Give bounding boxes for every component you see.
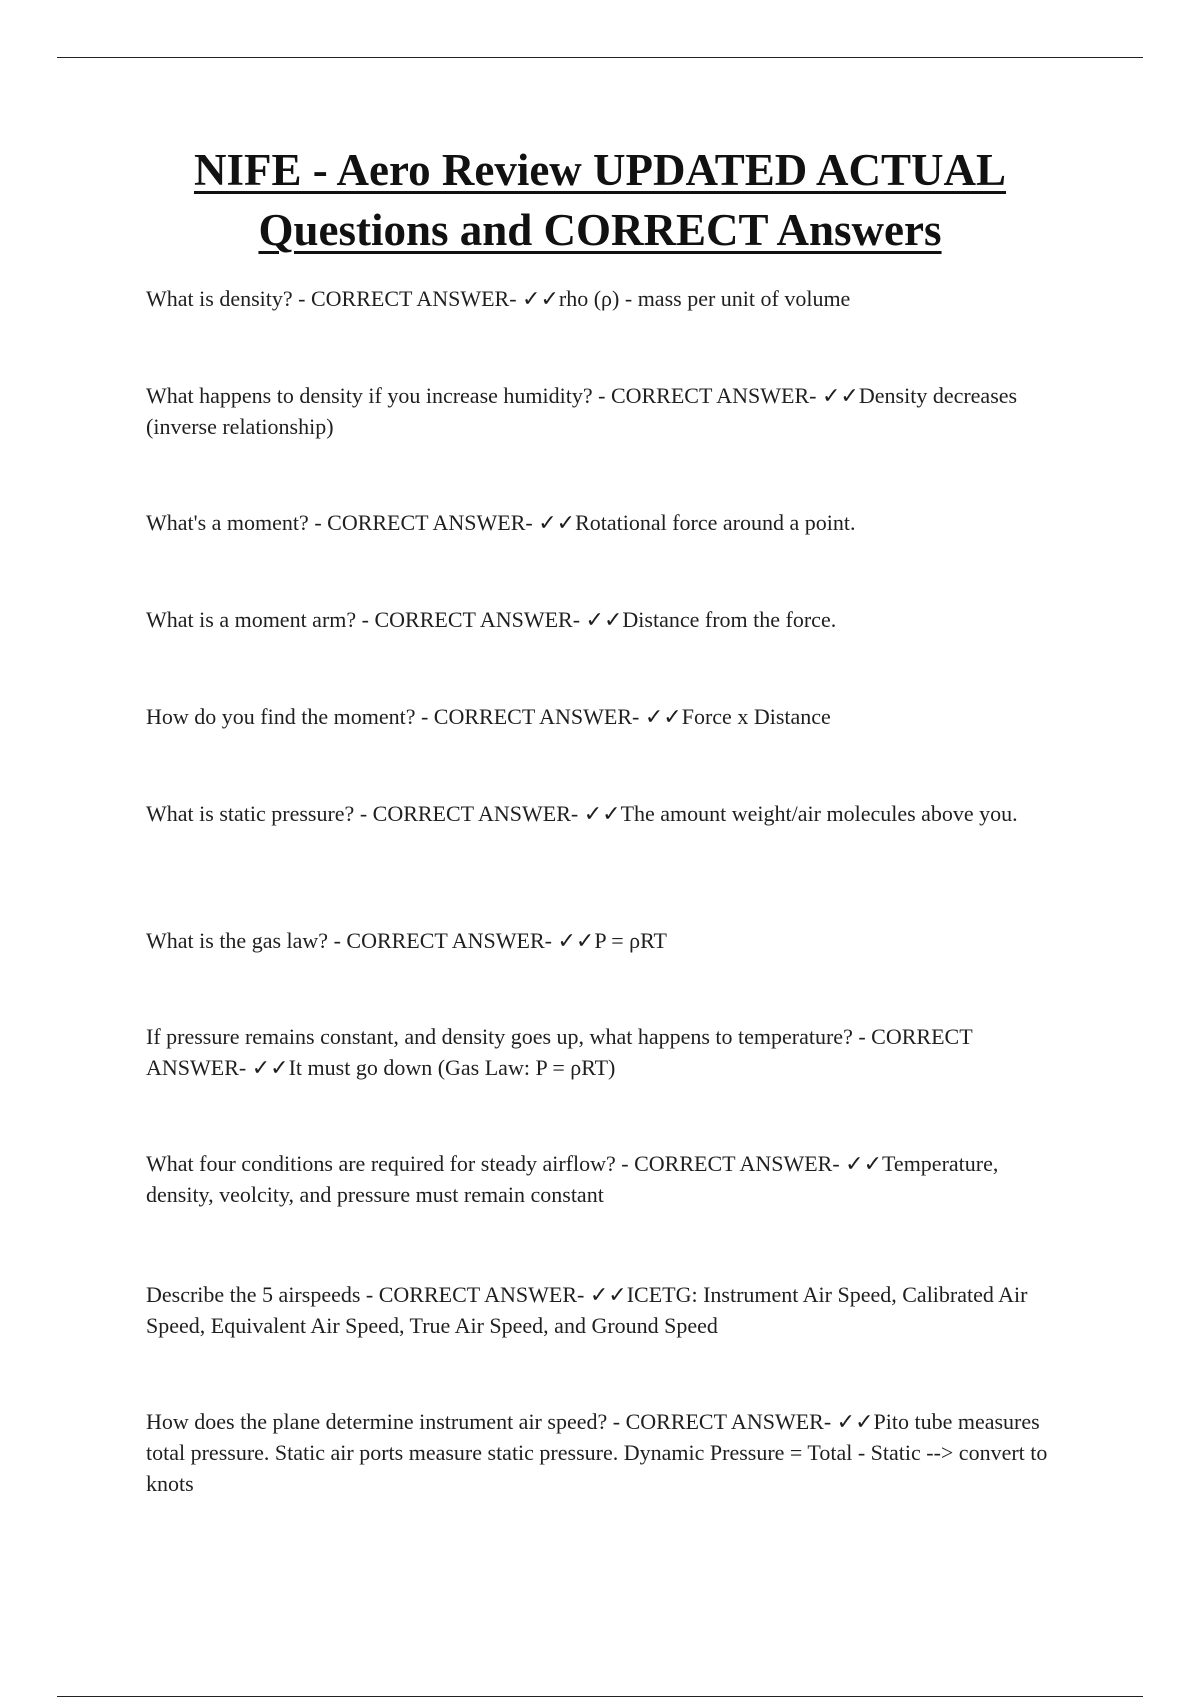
- qa-item: [146, 507, 1066, 538]
- separator: -: [852, 1024, 872, 1049]
- answer-label: CORRECT ANSWER-: [634, 1151, 840, 1176]
- question-text: If pressure remains constant, and density goes up, what happens to temperature?: [146, 1024, 853, 1049]
- check-icon: ✓✓: [585, 607, 623, 632]
- answer-text: Distance from the force.: [622, 607, 837, 632]
- check-icon: ✓✓: [836, 1409, 874, 1434]
- answer-text: It must go down (Gas Law: P = ρRT): [288, 1055, 616, 1080]
- question-text: What is density?: [146, 286, 293, 311]
- answer-text: Pito tube measures total pressure. Static air ports measure static pressure. Dynamic Pressure = Total - Static --> convert to knots: [146, 1409, 1048, 1496]
- separator: -: [328, 928, 347, 953]
- question-text: What is static pressure?: [146, 801, 355, 826]
- check-icon: ✓✓: [538, 510, 576, 535]
- answer-text: Temperature, density, veolcity, and pressure must remain constant: [146, 1151, 999, 1207]
- answer-label: CORRECT ANSWER-: [327, 510, 533, 535]
- answer-text: Force x Distance: [681, 704, 831, 729]
- question-text: What's a moment?: [146, 510, 309, 535]
- check-icon: ✓✓: [583, 801, 621, 826]
- answer-text: P = ρRT: [594, 928, 667, 953]
- answer-label: CORRECT ANSWER-: [346, 928, 552, 953]
- answer-text: The amount weight/air molecules above you.: [620, 801, 1018, 826]
- question-text: What is the gas law?: [146, 928, 329, 953]
- qa-item: [146, 1148, 1066, 1210]
- question-text: How does the plane determine instrument air speed?: [146, 1409, 608, 1434]
- question-text: Describe the 5 airspeeds: [146, 1282, 361, 1307]
- answer-label: CORRECT ANSWER-: [372, 801, 579, 826]
- answer-text: rho (ρ) - mass per unit of volume: [558, 286, 851, 311]
- answer-label: CORRECT ANSWER-: [625, 1409, 832, 1434]
- qa-item: [146, 604, 1066, 635]
- answer-label: CORRECT ANSWER-: [378, 1282, 585, 1307]
- separator: -: [354, 801, 373, 826]
- qa-item: [146, 925, 1066, 956]
- separator: -: [592, 383, 611, 408]
- check-icon: ✓✓: [644, 704, 682, 729]
- separator: -: [356, 607, 375, 632]
- check-icon: ✓✓: [845, 1151, 883, 1176]
- separator: -: [308, 510, 328, 535]
- qa-item: [146, 1021, 1066, 1083]
- answer-label: CORRECT ANSWER-: [433, 704, 640, 729]
- bottom-rule: [57, 1696, 1143, 1697]
- title-line-1: NIFE - Aero Review UPDATED ACTUAL: [193, 145, 1007, 195]
- question-text: How do you find the moment?: [146, 704, 416, 729]
- separator: -: [292, 286, 311, 311]
- separator: -: [607, 1409, 626, 1434]
- check-icon: ✓✓: [251, 1055, 289, 1080]
- question-text: What happens to density if you increase humidity?: [146, 383, 593, 408]
- check-icon: ✓✓: [522, 286, 559, 311]
- check-icon: ✓✓: [557, 928, 595, 953]
- check-icon: ✓✓: [822, 383, 859, 408]
- answer-text: Rotational force around a point.: [575, 510, 856, 535]
- title-line-2: Questions and CORRECT Answers: [258, 205, 942, 255]
- answer-label: CORRECT ANSWER-: [146, 1024, 973, 1080]
- separator: -: [615, 1151, 635, 1176]
- answer-text: ICETG: Instrument Air Speed, Calibrated Air Speed, Equivalent Air Speed, True Air Speed, and Ground Speed: [146, 1282, 1028, 1338]
- question-text: What four conditions are required for steady airflow?: [146, 1151, 616, 1176]
- qa-item: [146, 380, 1066, 442]
- check-icon: ✓✓: [589, 1282, 627, 1307]
- qa-item: [146, 798, 1066, 829]
- answer-text: Density decreases (inverse relationship): [146, 383, 1018, 439]
- qa-item: [146, 283, 1066, 314]
- separator: -: [360, 1282, 379, 1307]
- qa-item: [146, 701, 1066, 732]
- answer-label: CORRECT ANSWER-: [310, 286, 517, 311]
- qa-item: [146, 1279, 1066, 1341]
- answer-label: CORRECT ANSWER-: [374, 607, 581, 632]
- qa-item: [146, 1406, 1066, 1499]
- question-text: What is a moment arm?: [146, 607, 357, 632]
- answer-label: CORRECT ANSWER-: [610, 383, 817, 408]
- separator: -: [415, 704, 434, 729]
